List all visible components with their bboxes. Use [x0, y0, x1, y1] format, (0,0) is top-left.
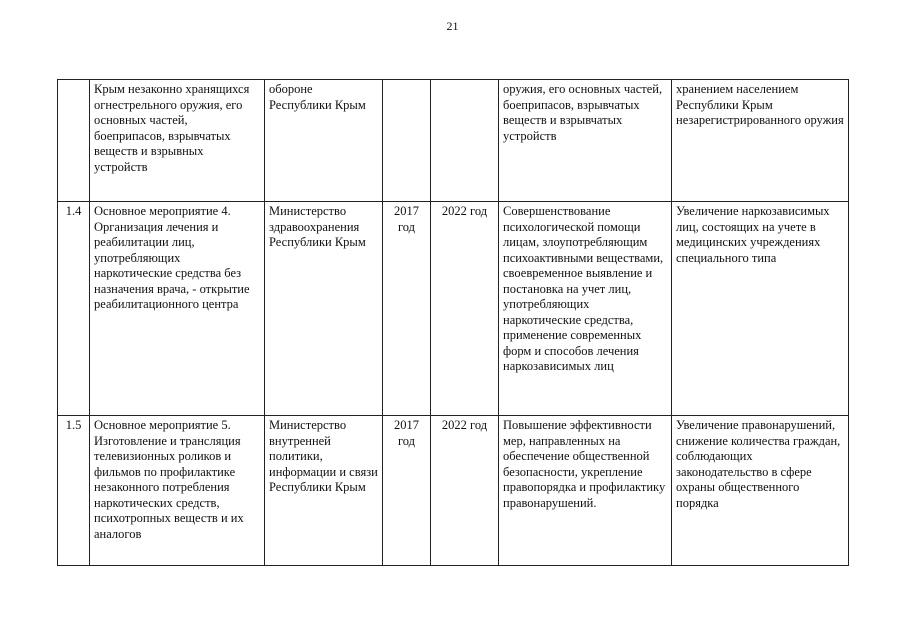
page-number: 21 — [446, 19, 459, 33]
program-activities-table — [57, 79, 849, 566]
executor-cell: Министерство внутренней политики, информации и связи Республики Крым — [265, 416, 383, 566]
executor-cell: Министерство здравоохранения Республики Крым — [265, 202, 383, 416]
expected-result-cell: Совершенствование психологической помощи лицам, злоупотребляющим психоактивными веществами, своевременное выявление и постановка на учет лиц, употребляющих наркотические средства, применение современных форм и способов лечения наркозависимых лиц — [499, 202, 672, 416]
indicator-cell: хранением населением Республики Крым незарегистрированного оружия — [672, 80, 849, 202]
row-number-cell: 1.4 — [58, 202, 90, 416]
table-row — [58, 80, 849, 202]
activity-cell: Крым незаконно хранящихся огнестрельного оружия, его основных частей, боеприпасов, взрывчатых веществ и взрывных устройств — [90, 80, 265, 202]
end-year-cell — [431, 80, 499, 202]
row-number-cell: 1.5 — [58, 416, 90, 566]
activity-cell: Основное мероприятие 4. Организация лечения и реабилитации лиц, употребляющих наркотические средства без назначения врача, - открытие реабилитационного центра — [90, 202, 265, 416]
start-year-cell: 2017 год — [383, 202, 431, 416]
row-number-cell — [58, 80, 90, 202]
table-row — [58, 416, 849, 566]
indicator-cell: Увеличение наркозависимых лиц, состоящих на учете в медицинских учреждениях специального типа — [672, 202, 849, 416]
executor-cell: обороне Республики Крым — [265, 80, 383, 202]
table-row — [58, 202, 849, 416]
end-year-cell: 2022 год — [431, 416, 499, 566]
start-year-cell — [383, 80, 431, 202]
expected-result-cell: оружия, его основных частей, боеприпасов, взрывчатых веществ и взрывчатых устройств — [499, 80, 672, 202]
indicator-cell: Увеличение правонарушений, снижение количества граждан, соблюдающих законодательство в сфере охраны общественного порядка — [672, 416, 849, 566]
start-year-cell: 2017 год — [383, 416, 431, 566]
activity-cell: Основное мероприятие 5. Изготовление и трансляция телевизионных роликов и фильмов по профилактике незаконного потребления наркотических средств, психотропных веществ и их аналогов — [90, 416, 265, 566]
expected-result-cell: Повышение эффективности мер, направленных на обеспечение общественной безопасности, укрепление правопорядка и профилактику правонарушений. — [499, 416, 672, 566]
end-year-cell: 2022 год — [431, 202, 499, 416]
